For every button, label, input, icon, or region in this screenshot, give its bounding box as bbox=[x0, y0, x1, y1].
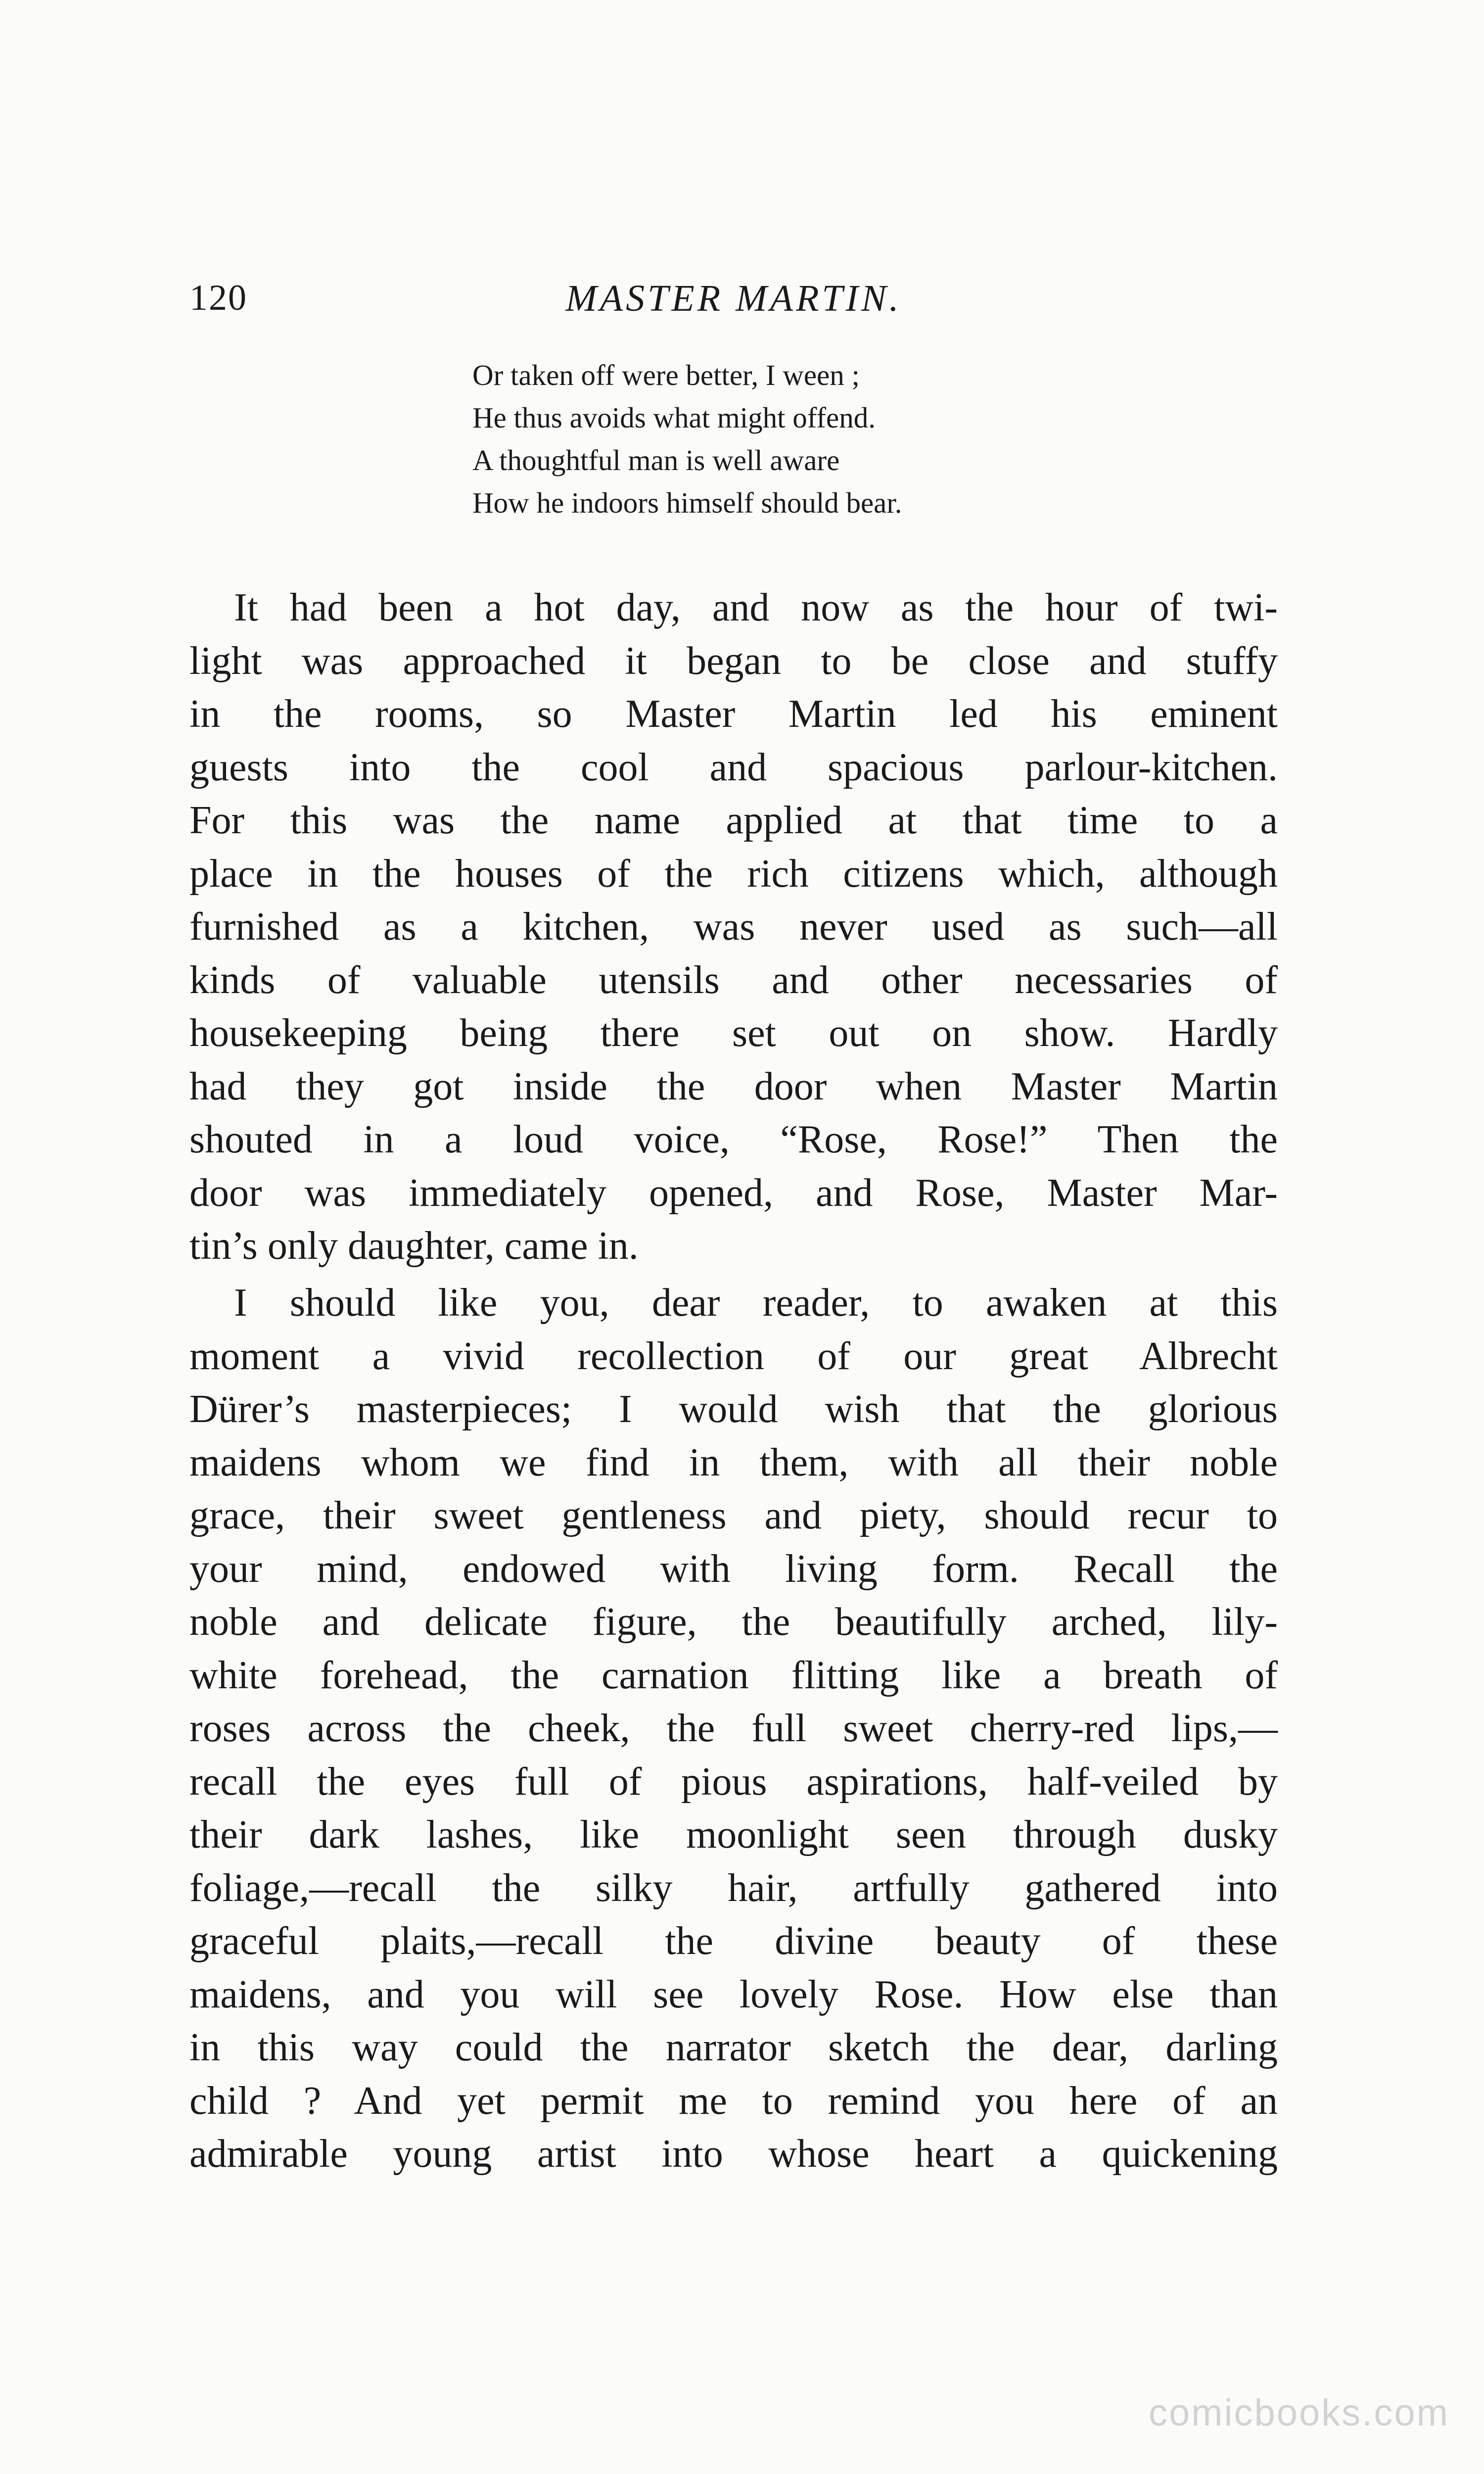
text-line: furnished as a kitchen, was never used as such—all bbox=[189, 905, 1278, 949]
text-line: their dark lashes, like moonlight seen through dusky bbox=[189, 1813, 1278, 1856]
running-head: MASTER MARTIN. bbox=[565, 278, 902, 319]
text-line: noble and delicate figure, the beautifully arched, lily- bbox=[189, 1600, 1278, 1644]
text-line: shouted in a loud voice, “Rose, Rose!” Then the bbox=[189, 1118, 1278, 1161]
text-line: recall the eyes full of pious aspirations, half-veiled by bbox=[189, 1760, 1278, 1804]
text-line: your mind, endowed with living form. Recall the bbox=[189, 1547, 1278, 1591]
verse-line: He thus avoids what might offend. bbox=[472, 401, 876, 434]
text-line: had they got inside the door when Master Martin bbox=[189, 1064, 1278, 1108]
text-line: I should like you, dear reader, to awaken at this bbox=[234, 1281, 1278, 1325]
page-number: 120 bbox=[189, 278, 247, 318]
text-line: moment a vivid recollection of our great Albrecht bbox=[189, 1334, 1278, 1378]
text-line: child ? And yet permit me to remind you here of an bbox=[189, 2079, 1278, 2123]
text-line: housekeeping being there set out on show. Hardly bbox=[189, 1011, 1278, 1055]
text-line: It had been a hot day, and now as the hour of twi- bbox=[234, 586, 1278, 629]
text-line: kinds of valuable utensils and other necessaries of bbox=[189, 958, 1278, 1002]
text-line: maidens whom we find in them, with all their noble bbox=[189, 1440, 1278, 1484]
text-line: light was approached it began to be close and stuffy bbox=[189, 639, 1278, 683]
paragraph-2 bbox=[189, 1277, 1278, 2181]
page-header bbox=[189, 277, 1278, 336]
text-line: door was immediately opened, and Rose, Master Mar- bbox=[189, 1171, 1278, 1215]
text-line: in this way could the narrator sketch the dear, darling bbox=[189, 2026, 1278, 2069]
text-line: Dürer’s masterpieces; I would wish that the glorious bbox=[189, 1387, 1278, 1431]
text-line: grace, their sweet gentleness and piety, should recur to bbox=[189, 1494, 1278, 1537]
verse-line: How he indoors himself should bear. bbox=[472, 486, 902, 519]
text-line: For this was the name applied at that time to a bbox=[189, 799, 1278, 842]
text-line: in the rooms, so Master Martin led his eminent bbox=[189, 692, 1278, 736]
text-line: foliage,—recall the silky hair, artfully gathered into bbox=[189, 1866, 1278, 1910]
text-line: tin’s only daughter, came in. bbox=[189, 1224, 639, 1268]
text-line: place in the houses of the rich citizens which, although bbox=[189, 852, 1278, 896]
verse-line: Or taken off were better, I ween ; bbox=[472, 359, 860, 391]
text-line: roses across the cheek, the full sweet cherry-red lips,— bbox=[189, 1707, 1278, 1750]
text-line: maidens, and you will see lovely Rose. How else than bbox=[189, 1972, 1278, 2016]
text-line: admirable young artist into whose heart a quickening bbox=[189, 2132, 1278, 2176]
verse-line: A thoughtful man is well aware bbox=[472, 444, 840, 476]
text-line: white forehead, the carnation flitting like a breath of bbox=[189, 1653, 1278, 1697]
text-line: guests into the cool and spacious parlour-kitchen. bbox=[189, 745, 1278, 789]
text-line: graceful plaits,—recall the divine beauty of these bbox=[189, 1919, 1278, 1963]
verse-block bbox=[472, 354, 1214, 524]
watermark: comicbooks.com bbox=[1149, 2392, 1449, 2434]
paragraph-1 bbox=[189, 581, 1278, 1273]
